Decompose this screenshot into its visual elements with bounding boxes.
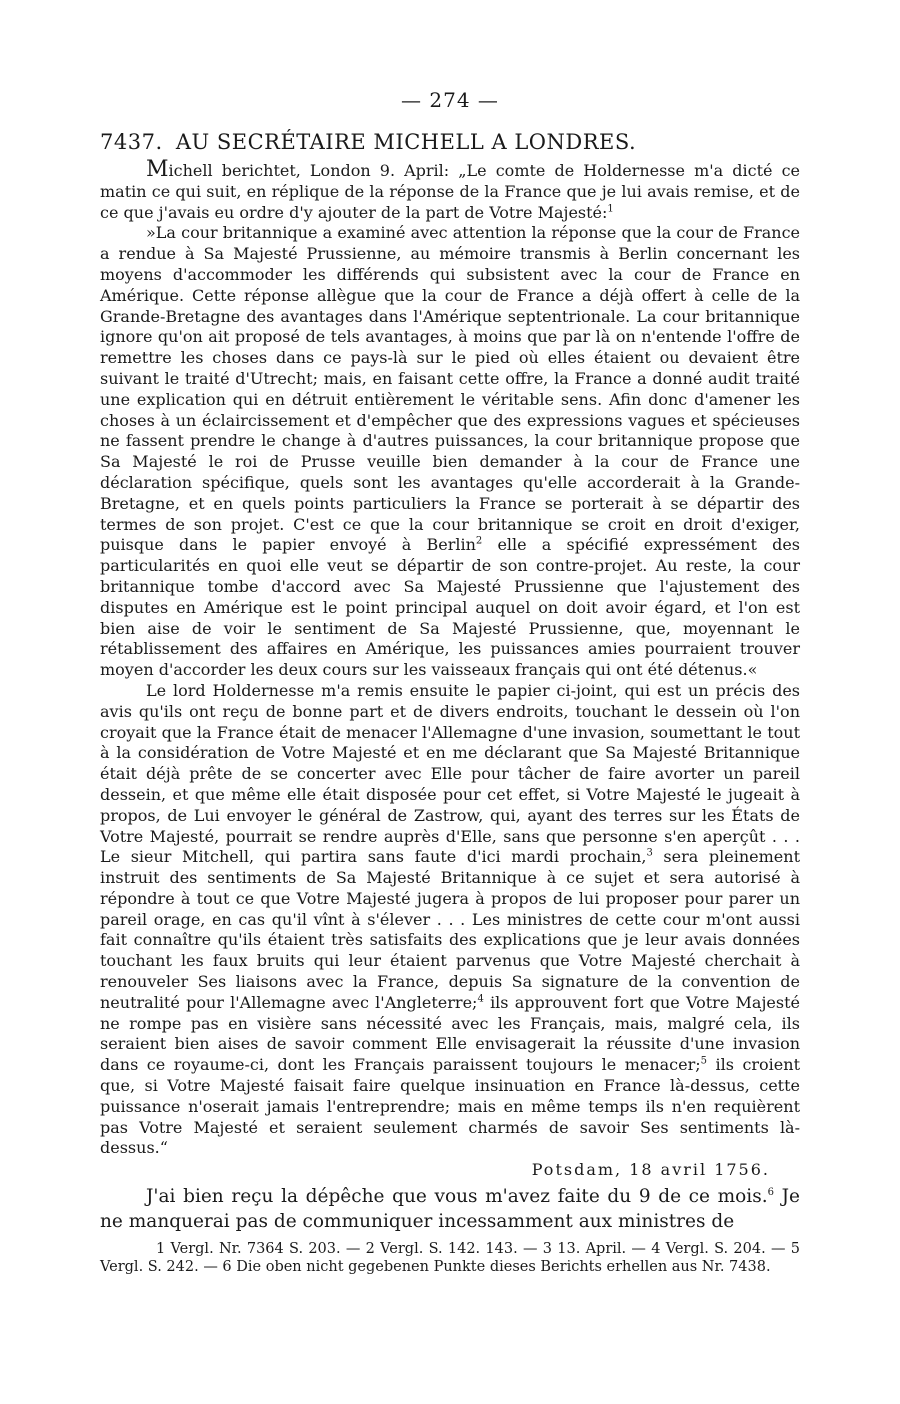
document-heading: AU SECRÉTAIRE MICHELL A LONDRES. [175, 130, 637, 154]
report-paragraph [100, 681, 800, 1159]
footnotes: 1 Vergl. Nr. 7364 S. 203. — 2 Vergl. S. 142. 143. — 3 13. April. — 4 Vergl. S. 204. — 5 Vergl. S. 242. — 6 Die oben nicht gegebenen Punkte dieses Berichts erhellen aus Nr. 7438. [100, 1241, 800, 1276]
intro-text: Michell berichtet, London 9. April: „Le comte de Holdernesse m'a dicté ce matin ce qui suit, en réplique de la réponse de la France que je lui avais remise, et de ce que j'avais eu ordre d'y ajouter de la part de Votre Majesté: [100, 157, 800, 222]
intro-paragraph [100, 157, 800, 223]
report-text-c: ils approuvent fort que Votre Majesté ne rompe pas en visière sans nécessité avec les Français, mais, malgré cela, ils seraient bien aises de savoir comment Elle envisagerait la réussite d'une invasion dans ce royaume-ci, dont les Français paraissent toujours le menacer; [100, 992, 801, 1075]
document-number: 7437. [100, 130, 163, 154]
document-title [100, 130, 800, 154]
letter-paragraph [100, 1184, 800, 1234]
letter-text-b: Je ne manquerai pas de communiquer incessamment aux ministres de [100, 1186, 800, 1233]
footnote-ref-1: 1 [607, 203, 614, 215]
quote-text-continued: elle a spécifié expressément des particularités en quoi elle veut se départir de son contre-projet. Au reste, la cour britannique tombe d'accord avec Sa Majesté Prussienne que l'ajustement des disputes en Amérique est le point principal auquel on doit avoir égard, et l'on est bien aise de voir le sentiment de Sa Majesté Prussienne, que, moyennant le rétablissement des affaires en Amérique, les puissances amies pourraient trouver moyen d'accorder les deux cours sur les vaisseaux français qui ont été détenus. [100, 535, 801, 680]
document-body [100, 157, 801, 1276]
footnote-ref-3: 3 [646, 847, 653, 859]
report-text-a: Le lord Holdernesse m'a remis ensuite le papier ci-joint, qui est un précis des avis qu'ils ont reçu de bonne part et de divers endroits, touchant le dessein où l'on croyait que la France était de menacer l'Allemagne d'une invasion, soumettant le tout à la considération de Votre Majesté et en me déclarant que Sa Majesté Britannique était déjà prête de se concerter avec Elle pour tâcher de faire avorter un pareil dessein, et que même elle était disposée pour cet effet, si Votre Majesté le jugeait à propos, de Lui envoyer le général de Zastrow, qui, ayant des terres sur les États de Votre Majesté, pourrait se rendre auprès d'Elle, sans que personne s'en aperçût . . . Le sieur Mitchell, qui partira sans faute d'ici mardi prochain, [100, 680, 800, 867]
letter-text-a: J'ai bien reçu la dépêche que vous m'avez faite du 9 de ce mois. [146, 1186, 768, 1208]
footnote-ref-6: 6 [767, 1186, 774, 1198]
quote-open-mark: » [146, 223, 156, 243]
report-text-d: ils croient que, si Votre Majesté faisait faire quelque insinuation en France là-dessus, cette puissance n'oserait jamais l'entreprendre; mais en même temps ils n'en requièrent pas Votre Majesté et seraient seulement charmés de savoir Ses sentiments là-dessus.“ [100, 1055, 801, 1158]
quoted-memorandum [100, 223, 800, 681]
quote-close-mark: « [747, 660, 758, 680]
quote-text: La cour britannique a examiné avec attention la réponse que la cour de France a rendue à Sa Majesté Prussienne, au mémoire transmis à Berlin concernant les moyens d'accommoder les différends qui subsistent avec la cour de France en Amérique. Cette réponse allègue que la cour de France a déjà offert à celle de la Grande-Bretagne des avantages dans l'Amérique septentrionale. La cour britannique ignore qu'on ait proposé de tels avantages, à moins que par là on n'entende l'offre de remettre les choses dans ce pays-là sur le pied où elles étaient ou devaient être suivant le traité d'Utrecht; mais, en faisant cette offre, la France a donné audit traité une explication qui en détruit entièrement le véritable sens. Afin donc d'amener les choses à un éclaircissement et d'empêcher que des expressions vagues et spécieuses ne fassent prendre le change à d'autres puissances, la cour britannique propose que Sa Majesté le roi de Prusse veuille bien demander à la cour de France une déclaration spécifique, quels sont les avantages qu'elle accorderait à la Grande-Bretagne, et en quels points particuliers la France se porterait à se départir des termes de son projet. C'est ce que la cour britannique se croit en droit d'exiger, puisque dans le papier envoyé à Berlin [100, 223, 800, 555]
report-text-b: sera pleinement instruit des sentiments de Sa Majesté Britannique à ce sujet et sera autorisé à répondre à tout ce que Votre Majesté jugera à propos de lui proposer pour parer un pareil orage, en cas qu'il vînt à s'élever . . . Les ministres de cette cour m'ont aussi fait connaître qu'ils étaient très satisfaits des explications que je leur avais données touchant les faux bruits qui leur étaient parvenus que Votre Majesté cherchait à renouveler Ses liaisons avec la France, depuis Sa signature de la convention de neutralité pour l'Allemagne avec l'Angleterre; [100, 847, 801, 1012]
dateline: Potsdam, 18 avril 1756. [531, 1160, 770, 1180]
footnote-ref-2: 2 [475, 536, 483, 548]
page-number: — 274 — [401, 88, 499, 112]
footnote-ref-4: 4 [477, 993, 484, 1005]
footnote-ref-5: 5 [700, 1055, 708, 1067]
